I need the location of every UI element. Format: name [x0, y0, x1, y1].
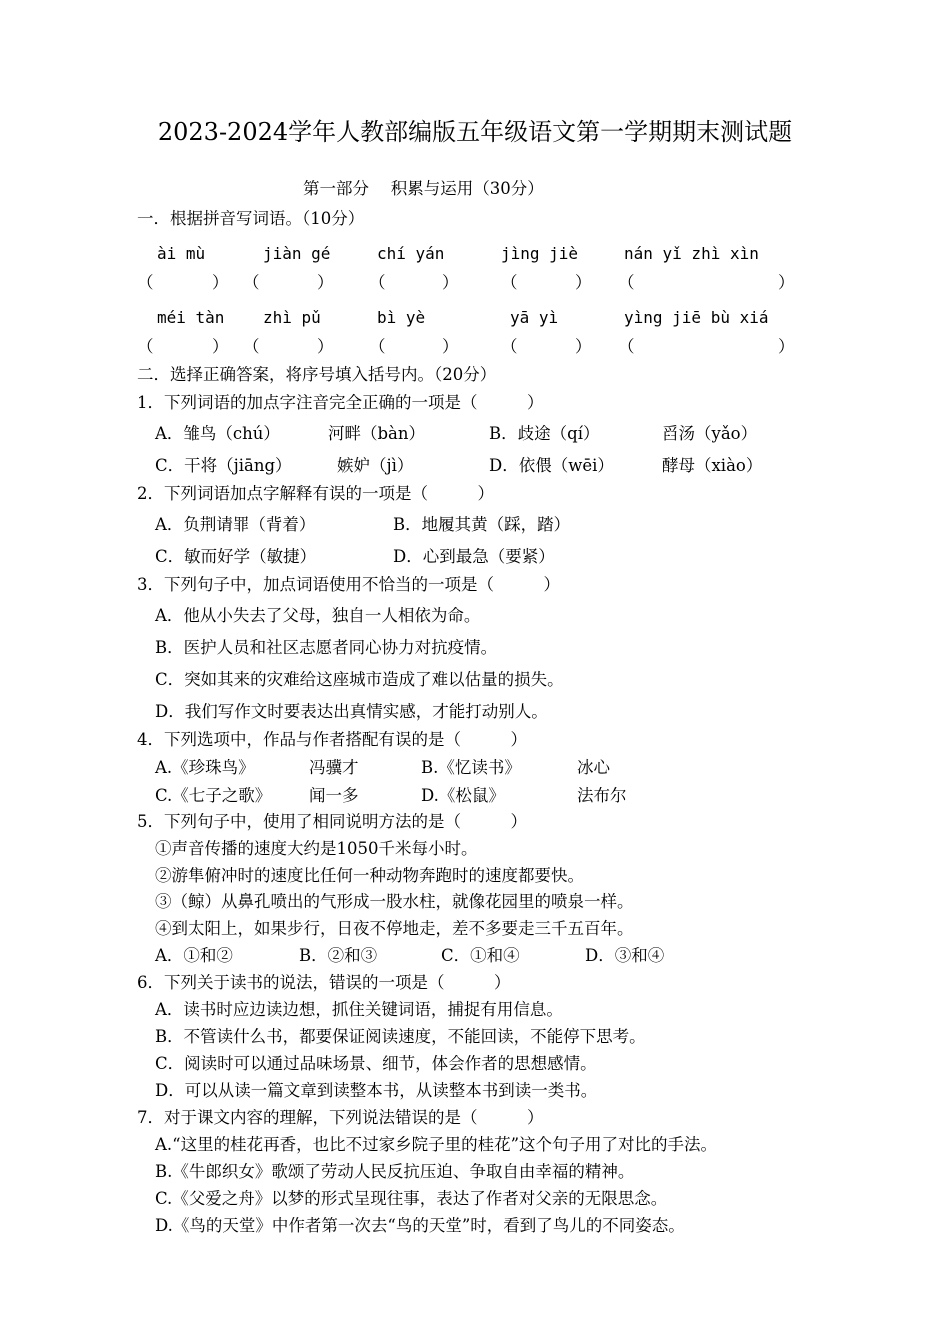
option: A．①和② [155, 946, 233, 965]
option: C.《父爱之舟》以梦的形式呈现往事，表达了作者对父亲的无限思念。 [155, 1189, 668, 1208]
option: B．歧途（qí） [489, 424, 600, 443]
answer-paren-open: （ [243, 273, 260, 292]
option: C．敏而好学（敏捷） [155, 547, 317, 566]
question-3: 3．下列句子中，加点词语使用不恰当的一项是（ ） [137, 575, 560, 594]
option: 嫉妒（jì） [337, 456, 414, 475]
statement: ④到太阳上，如果步行，日夜不停地走，差不多要走三千五百年。 [155, 919, 634, 938]
option: 河畔（bàn） [328, 424, 426, 443]
statement: ③（鲸）从鼻孔喷出的气形成一股水柱，就像花园里的喷泉一样。 [155, 892, 634, 911]
answer-paren-close: ） [575, 337, 592, 356]
option: 冯骥才 [309, 758, 359, 777]
question-7: 7．对于课文内容的理解，下列说法错误的是（ ） [137, 1108, 544, 1127]
answer-paren-close: ） [442, 337, 459, 356]
option: 闻一多 [309, 786, 359, 805]
option: A.《珍珠鸟》 [155, 758, 255, 777]
answer-paren-close: ） [778, 273, 795, 292]
option: 舀汤（yǎo） [662, 424, 758, 443]
option: A．负荆请罪（背着） [155, 515, 316, 534]
option: C．突如其来的灾难给这座城市造成了难以估量的损失。 [155, 670, 564, 689]
answer-paren-open: （ [618, 337, 635, 356]
option: A.“这里的桂花再香，也比不过家乡院子里的桂花”这个句子用了对比的手法。 [155, 1135, 718, 1154]
option: B.《牛郎织女》歌颂了劳动人民反抗压迫、争取自由幸福的精神。 [155, 1162, 635, 1181]
answer-paren-close: ） [575, 273, 592, 292]
answer-paren-close: ） [212, 337, 229, 356]
option: B．②和③ [299, 946, 378, 965]
pinyin: ài mù [157, 244, 206, 263]
answer-paren-open: （ [618, 273, 635, 292]
pinyin: bì yè [377, 308, 426, 327]
question-5: 5．下列句子中，使用了相同说明方法的是（ ） [137, 812, 527, 831]
answer-paren-close: ） [317, 273, 334, 292]
option: C．①和④ [441, 946, 520, 965]
option: D．心到最急（要紧） [393, 547, 555, 566]
pinyin: yā yì [510, 308, 559, 327]
option: A．雏鸟（chú） [155, 424, 280, 443]
option: B.《忆读书》 [421, 758, 521, 777]
option: B．医护人员和社区志愿者同心协力对抗疫情。 [155, 638, 498, 657]
option: C．阅读时可以通过品味场景、细节，体会作者的思想感情。 [155, 1054, 597, 1073]
page-title: 2023-2024学年人教部编版五年级语文第一学期期末测试题 [157, 118, 793, 146]
question-6: 6．下列关于读书的说法，错误的一项是（ ） [137, 973, 511, 992]
section2-heading: 二．选择正确答案，将序号填入括号内。（20分） [137, 365, 497, 384]
answer-paren-open: （ [369, 273, 386, 292]
answer-paren-open: （ [501, 337, 518, 356]
answer-paren-close: ） [212, 273, 229, 292]
pinyin: yìng jiē bù xiá [624, 308, 769, 327]
pinyin: méi tàn [157, 308, 225, 327]
option: 冰心 [577, 758, 610, 777]
option: B．不管读什么书，都要保证阅读速度，不能回读，不能停下思考。 [155, 1027, 646, 1046]
statement: ①声音传播的速度大约是1050千米每小时。 [155, 839, 478, 858]
question-2: 2．下列词语加点字解释有误的一项是（ ） [137, 484, 494, 503]
answer-paren-close: ） [317, 337, 334, 356]
option: D.《鸟的天堂》中作者第一次去“鸟的天堂”时，看到了鸟儿的不同姿态。 [155, 1216, 685, 1235]
option: D.《松鼠》 [421, 786, 505, 805]
option: D．我们写作文时要表达出真情实感，才能打动别人。 [155, 702, 548, 721]
pinyin: jìng jiè [501, 244, 579, 263]
answer-paren-open: （ [137, 337, 154, 356]
question-4: 4．下列选项中，作品与作者搭配有误的是（ ） [137, 730, 527, 749]
option: A．读书时应边读边想，抓住关键词语，捕捉有用信息。 [155, 1000, 563, 1019]
option: C．干将（jiāng） [155, 456, 292, 475]
answer-paren-open: （ [369, 337, 386, 356]
option: B．地履其黄（踩，踏） [393, 515, 571, 534]
question-1: 1．下列词语的加点字注音完全正确的一项是（ ） [137, 393, 544, 412]
answer-paren-open: （ [501, 273, 518, 292]
option: C.《七子之歌》 [155, 786, 272, 805]
statement: ②游隼俯冲时的速度比任何一种动物奔跑时的速度都要快。 [155, 866, 584, 885]
answer-paren-close: ） [778, 337, 795, 356]
part-heading: 第一部分 积累与运用（30分） [303, 179, 544, 198]
option: A．他从小失去了父母，独自一人相依为命。 [155, 606, 481, 625]
pinyin: chí yán [377, 244, 445, 263]
option: D．可以从读一篇文章到读整本书，从读整本书到读一类书。 [155, 1081, 598, 1100]
option: D．依偎（wēi） [489, 456, 614, 475]
section1-heading: 一．根据拼音写词语。（10分） [137, 209, 365, 228]
answer-paren-open: （ [243, 337, 260, 356]
answer-paren-open: （ [137, 273, 154, 292]
pinyin: zhì pǔ [263, 308, 321, 327]
pinyin: jiàn gé [263, 244, 331, 263]
answer-paren-close: ） [442, 273, 459, 292]
option: 法布尔 [577, 786, 627, 805]
option: D．③和④ [585, 946, 665, 965]
pinyin: nán yǐ zhì xìn [624, 244, 759, 263]
option: 酵母（xiào） [662, 456, 763, 475]
